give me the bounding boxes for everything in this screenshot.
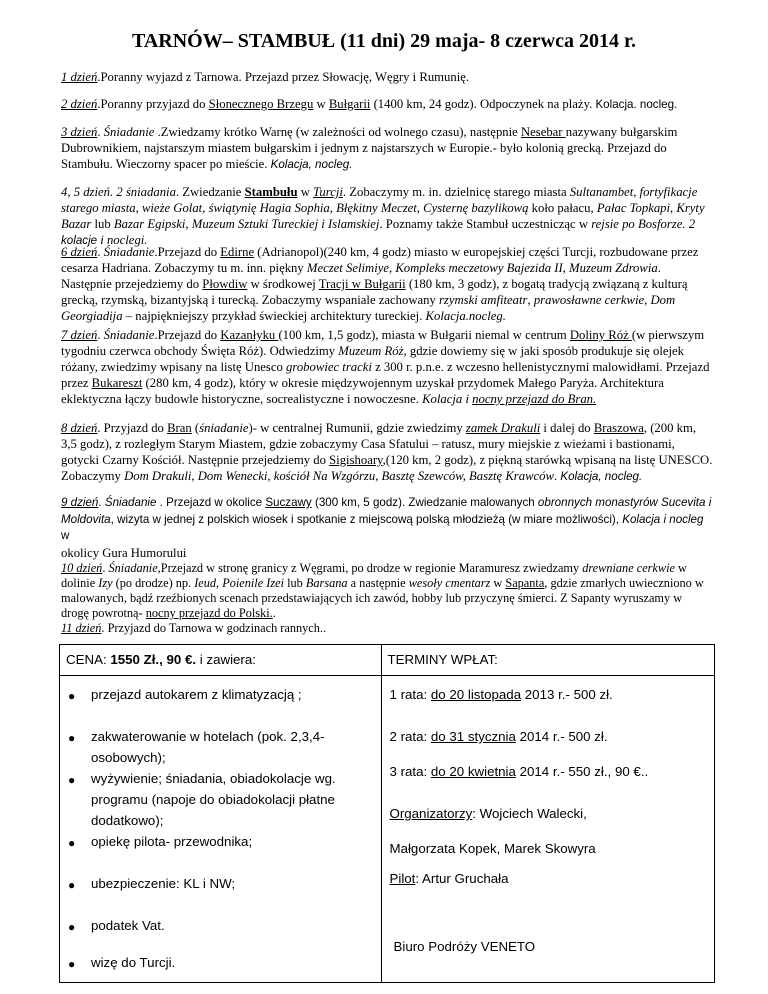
day-9-label: 9 dzień: [61, 496, 99, 509]
bullet-7: ●: [68, 957, 76, 971]
day-2-text-3: (1400 km, 24 godz). Odpoczynek na plaży.: [370, 97, 596, 111]
day-6-text-10: ,: [527, 293, 534, 307]
day-9-breakfast: Śniadanie: [104, 496, 157, 509]
day-11-label: 11 dzień: [61, 621, 102, 635]
day-4-5-text-17: i noclegi.: [97, 233, 148, 247]
payments-cell: [381, 676, 715, 983]
day-1-label: 1 dzień: [61, 70, 98, 84]
price-items-list: [60, 676, 381, 982]
day-6-sights: Meczet Selimiye, Kompleks meczetowy Bajezida II, Muzeum Zdrowia: [306, 261, 658, 275]
day-8-text-4: )- w centralnej Rumunii, gdzie zwiedzimy: [248, 421, 466, 435]
day-9-meals: Kolacja i nocleg: [622, 512, 704, 526]
day-8-text-7: ,(120 km, 2 godz), z piękną starówką wpisaną na listę UNESCO. Zobaczymy: [61, 453, 713, 483]
day-8-text-6: , (200 km, 3,5 godz), z rozległym Starym Miastem, gdzie zobaczymy Casa Sfatului – ratusz, mury miejskie z wieżami i bastionami, gotycki Czarny Kościół. Następnie przejedziemy do: [61, 421, 697, 467]
bullet-1: ●: [68, 689, 76, 703]
payment-3: [390, 761, 649, 782]
day-7-text-5: (w pierwszym tygodniu czerwca obchody Święta Róż). Odwiedzimy: [61, 328, 705, 358]
day-8-paragraph: [61, 420, 713, 485]
day-3-label: 3 dzień: [61, 125, 98, 139]
day-7-dinner: Kolacja i: [422, 392, 473, 406]
day-8-breakfast: śniadanie: [199, 421, 249, 435]
day-10-night-ride: nocny przejazd do Polski.: [145, 606, 273, 620]
day-6-place-plowdiw: Płowdiw: [202, 277, 248, 291]
day-9-text-6: , wizyta w jednej z polskich wiosek i spotkanie z miejscową polską młodzieżą (w miare możliwości),: [110, 512, 623, 526]
price-item-7: wizę do Turcji.: [91, 955, 176, 970]
day-9-text-8: w: [61, 529, 70, 542]
day-8-text-9: .: [554, 469, 561, 483]
day-2-text-1: .Poranny przyjazd do: [97, 97, 209, 111]
day-9-text-4: (300 km, 5 godz). Zwiedzanie malowanych: [311, 496, 538, 509]
day-4-5-text-9: koło pałacu,: [528, 201, 597, 215]
price-header-cell: [60, 645, 382, 676]
day-9-text-3: . Przejazd w okolice: [156, 496, 266, 509]
day-6-text-4: (Adrianopol)(240 km, 4 godz) miasto w europejskiej części Turcji, rozbudowane przez cesarza Hadriana. Zobaczymy tu m. inn. piękny: [61, 245, 699, 275]
payments-title: TERMINY WPŁAT:: [387, 652, 498, 667]
day-6-place-tracja: Tracji w Bułgarii: [318, 277, 406, 291]
payments-header-cell: [381, 645, 715, 676]
day-7-text-1: .: [97, 328, 104, 342]
day-4-5-text-13: . Poznamy także Stambuł uczestnicząc w: [379, 217, 592, 231]
day-4-5-paragraph: [61, 184, 713, 249]
day-6-place-edirne: Edirne: [220, 245, 255, 259]
day-4-5-text-11: lub: [91, 217, 114, 231]
day-3-breakfast: Śniadanie: [103, 125, 155, 139]
day-6-text-8: (180 km, 3 godz), z bogatą tradycją związaną z kulturą grecką, rzymską, bizantyjską i turecką. Zobaczymy wspaniale zachowany: [61, 277, 688, 307]
day-8-place-braszow: Braszowa: [593, 421, 644, 435]
price-item-5: ubezpieczenie: KL i NW;: [91, 876, 236, 891]
day-4-5-sights-2: Pałac Topkapi, Kryty Bazar: [61, 201, 705, 231]
day-4-5-turkey: Turcji: [313, 185, 343, 199]
day-7-tomb: grobowiec tracki: [286, 360, 372, 374]
day-9-text-1: .: [98, 496, 105, 509]
day-8-label: 8 dzień: [61, 421, 98, 435]
day-10-paragraph: [61, 561, 713, 636]
day-4-5-sights-1: Sultanambet, fortyfikacje starego miasta, wieże Golat, świątynię Hagia Sophia, Błękitny Meczet, Cysternę bazylikową: [61, 185, 698, 215]
day-2-text-2: w: [313, 97, 329, 111]
day-10-merry-cemetery: wesoły cmentarz: [408, 576, 491, 590]
day-3-text-3: .Zwiedzamy krótko Warnę (w zależności od wolnego czasu), następnie: [154, 125, 521, 139]
day-10-text-5: w dolinie: [61, 561, 687, 590]
bullet-3: ●: [68, 773, 76, 787]
organizers-names-2: Małgorzata Kopek, Marek Skowyra: [389, 841, 596, 856]
day-7-muzeum-roz: Muzeum Róż: [338, 344, 404, 358]
bullet-2: ●: [68, 731, 76, 745]
day-1-paragraph: [61, 69, 713, 85]
day-10-text-9: lub: [284, 576, 306, 590]
day-6-text-7: w środkowej: [247, 277, 319, 291]
payment-1-amount: 2013 r.- 500 zł.: [521, 687, 613, 702]
day-7-place-kazanlyk: Kazanłyku: [220, 328, 279, 342]
day-4-5-istanbul: Stambułu: [244, 185, 298, 199]
day-9-paragraph: [61, 495, 713, 562]
day-7-breakfast: Śniadanie: [103, 328, 155, 342]
day-10-label: 10 dzień: [61, 561, 103, 575]
day-7-place-dolina-roz: Doliny Róż: [569, 328, 632, 342]
day-6-breakfast: Śniadanie: [103, 245, 155, 259]
day-6-churches: prawosławne cerkwie: [533, 293, 645, 307]
day-3-place-nesebar: Nesebar: [520, 125, 566, 139]
organizers-names: : Wojciech Walecki,: [472, 806, 587, 821]
day-10-text-3: Przejazd w stronę granicy z Węgrami, po drodze w regionie Maramuresz zwiedzamy: [160, 561, 583, 575]
price-table-header-row: [60, 645, 715, 676]
payment-2-label: 2 rata:: [389, 729, 431, 744]
day-4-5-text-7: . Zobaczymy m. in. dzielnicę starego miasta: [342, 185, 570, 199]
day-10-barsana: Barsana: [305, 576, 348, 590]
day-8-sights: Dom Drakuli, Dom Wenecki, kościół Na Wzgórzu, Basztę Szewców, Basztę Krawców: [124, 469, 554, 483]
day-10-place-sapanta: Sapanta: [505, 576, 545, 590]
day-6-amphitheatre: rzymski amfiteatr: [439, 293, 528, 307]
day-7-text-7: , gdzie dowiemy się w jaki sposób produkuje się olejek różany, zwiedzimy wpisany na listę Unesco: [61, 344, 684, 374]
payment-3-amount: 2014 r.- 550 zł., 90 €..: [515, 764, 649, 779]
day-7-text-4: (100 km, 1,5 godz), miasta w Bułgarii niemal w centrum: [278, 328, 570, 342]
price-item-1: przejazd autokarem z klimatyzacją ;: [91, 687, 302, 702]
organizers-label: Organizatorzy: [389, 806, 473, 821]
day-10-text-1: .: [102, 561, 109, 575]
price-item-2-cont: osobowych);: [91, 750, 166, 765]
day-10-text-15: .: [272, 606, 276, 620]
day-8-meals: Kolacja, nocleg.: [560, 470, 643, 483]
payment-1-label: 1 rata:: [389, 687, 431, 702]
price-table-body-row: [60, 676, 715, 983]
document-title: TARNÓW– STAMBUŁ (11 dni) 29 maja- 8 czerwca 2014 r.: [131, 30, 637, 52]
day-6-text-1: .: [97, 245, 104, 259]
day-2-place-bulgaria: Bułgarii: [328, 97, 371, 111]
day-7-label: 7 dzień: [61, 328, 98, 342]
payment-2-date: do 31 stycznia: [430, 729, 516, 744]
day-4-5-dinners: kolacje: [61, 234, 98, 247]
pilot: [390, 868, 509, 889]
payment-1-date: do 20 listopada: [430, 687, 522, 702]
day-8-text-5: i dalej do: [540, 421, 594, 435]
day-8-place-sigishoara: Sigishoary: [329, 453, 383, 467]
price-item-3-cont-1: programu (napoje do obiadokolacji płatne: [91, 792, 335, 807]
day-6-text-12: ,: [644, 293, 651, 307]
bullet-4: ●: [68, 836, 76, 850]
price-label: CENA:: [66, 652, 111, 667]
day-7-place-bukareszt: Bukareszt: [91, 376, 143, 390]
day-8-text-1: . Przyjazd do: [97, 421, 168, 435]
price-amount: 1550 Zł., 90 €.: [110, 652, 197, 667]
day-2-place-slonecznego-brzegu: Słonecznego Brzegu: [208, 97, 314, 111]
day-10-text-13: w: [490, 576, 506, 590]
day-2-label: 2 dzień: [61, 97, 98, 111]
day-7-text-10: (280 km, 4 godz), który w okresie międzywojennym uzyskał przydomek Małego Paryża. Architektura eklektyczna łączy budowle historyczne, socrealistyczne i nowoczesne.: [61, 376, 664, 406]
day-10-text-11: a następnie: [347, 576, 409, 590]
price-header: [60, 645, 381, 667]
day-4-5-label: 4, 5 dzień: [61, 185, 110, 199]
day-6-text-3: .Przejazd do: [154, 245, 221, 259]
payment-3-date: do 20 kwietnia: [430, 764, 516, 779]
bullet-6: ●: [68, 920, 76, 934]
day-4-5-text-15: . 2: [682, 217, 696, 231]
day-2-meals: Kolacja. nocleg.: [595, 98, 678, 111]
day-9-place-suczawa: Suczawy: [265, 496, 312, 509]
day-10-wooden-churches: drewniane cerkwie: [582, 561, 675, 575]
day-7-text-9: z 300 r. p.n.e. z wczesno hellenistycznymi malowidłami. Przejazd przez: [61, 360, 710, 390]
day-6-text-6: . Następnie przejedziemy do: [61, 261, 661, 291]
day-10-villages: Ieud, Poienile Izei: [194, 576, 285, 590]
day-4-5-breakfast: . 2 śniadania: [110, 185, 176, 199]
payment-1: [390, 684, 613, 705]
price-item-3: wyżywienie; śniadania, obiadokolacje wg.: [91, 771, 336, 786]
bullet-5: ●: [68, 878, 76, 892]
price-suffix: i zawiera:: [196, 652, 256, 667]
price-item-4: opiekę pilota- przewodnika;: [91, 834, 253, 849]
travel-agency: Biuro Podróży VENETO: [393, 939, 536, 954]
day-8-place-bran: Bran: [167, 421, 192, 435]
day-7-night-ride: nocny przejazd do Bran.: [472, 392, 597, 406]
day-8-place-dracula-castle: zamek Drakuli: [465, 421, 541, 435]
day-7-paragraph: [61, 327, 713, 407]
payments-list: [382, 676, 715, 982]
payment-2: [390, 726, 608, 747]
day-6-georgiadija: Dom Georgiadija: [61, 293, 676, 323]
day-10-text-14: , gdzie zmarłych uwieczniono w malowanych, bądź rzeźbionych scenach przedstawiających ich zawód, hobby lub przyczynę śmierci. Z Sapanty wyruszamy w drogę powrotną-: [61, 576, 704, 620]
price-table: [59, 644, 715, 983]
pilot-label: Pilot: [389, 871, 416, 886]
day-10-text-7: (po drodze) np.: [112, 576, 195, 590]
organizers: [390, 803, 587, 824]
day-7-text-3: .Przejazd do: [154, 328, 221, 342]
day-3-paragraph: [61, 124, 713, 173]
day-9-monasteries: obronnych monastyrów Sucevita i Moldovita: [61, 496, 712, 526]
price-item-3-cont-2: dodatkowo);: [91, 813, 164, 828]
day-10-iza: Izy: [98, 576, 113, 590]
day-3-text-1: .: [97, 125, 104, 139]
pilot-name: : Artur Gruchała: [415, 871, 509, 886]
day-11-text: . Przyjazd do Tarnowa w godzinach rannych..: [101, 621, 327, 635]
price-items-cell: [60, 676, 382, 983]
price-item-6: podatek Vat.: [91, 918, 165, 933]
day-2-paragraph: [61, 96, 713, 113]
day-10-breakfast: Śniadanie,: [108, 561, 161, 575]
day-6-paragraph: [61, 244, 713, 324]
day-3-meals: Kolacja, nocleg.: [270, 158, 353, 171]
day-4-5-text-3: . Zwiedzanie: [175, 185, 245, 199]
price-item-2: zakwaterowanie w hotelach (pok. 2,3,4-: [91, 729, 325, 744]
day-3-text-4: nazywany bułgarskim Dubrownikiem, najstarszym miastem bułgarskim i jednym z najstarszych w Europie.- było kolonią grecką. Przejazd do Stambułu. Wieczorny spacer po mieście.: [61, 125, 678, 171]
day-6-meals: Kolacja.nocleg.: [425, 309, 506, 323]
day-4-5-sights-3: Bazar Egipski, Muzeum Sztuki Tureckiej i Islamskiej: [113, 217, 380, 231]
payment-2-amount: 2014 r.- 500 zł.: [515, 729, 608, 744]
day-6-text-14: – najpiękniejszy przykład świeckiej architektury tureckiej.: [122, 309, 426, 323]
day-4-5-text-5: w: [297, 185, 314, 199]
day-1-text: .Poranny wyjazd z Tarnowa. Przejazd przez Słowację, Węgry i Rumunię.: [97, 70, 470, 84]
day-6-label: 6 dzień: [61, 245, 98, 259]
payment-3-label: 3 rata:: [389, 764, 431, 779]
day-4-5-bosphorus-cruise: rejsie po Bosforze: [591, 217, 683, 231]
day-9-region: okolicy Gura Humorului: [61, 545, 187, 560]
day-8-text-2: (: [191, 421, 200, 435]
